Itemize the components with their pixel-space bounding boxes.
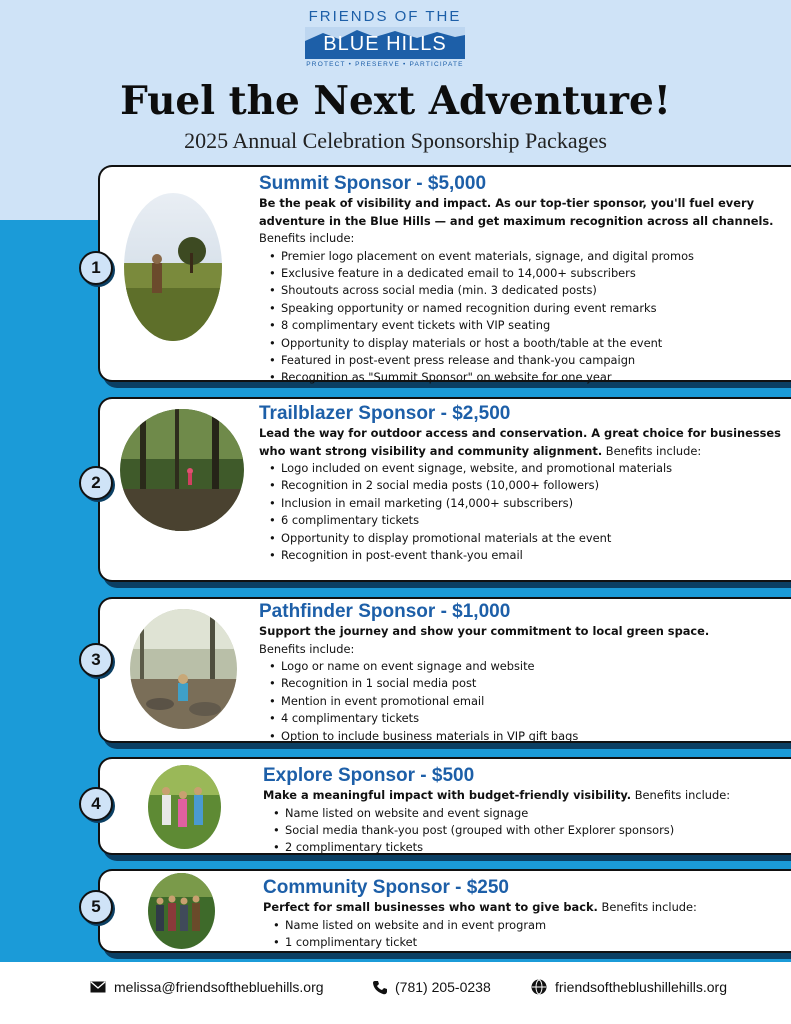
- benefit-item: • 4 complimentary tickets: [259, 710, 785, 727]
- benefit-item: • Opportunity to display promotional materials at the event: [259, 530, 785, 547]
- tier-card-community: [98, 869, 791, 953]
- tier-title: Summit Sponsor - $5,000: [259, 173, 487, 194]
- email-link[interactable]: melissa@friendsofthebluehills.org: [114, 979, 324, 995]
- tier-intro-bold: Make a meaningful impact with budget-friendly visibility.: [263, 788, 632, 802]
- tier-intro: [263, 899, 785, 917]
- tier-intro-rest: Benefits include:: [597, 900, 697, 914]
- website-link[interactable]: friendsoftheblushillehills.org: [555, 979, 727, 995]
- benefit-item: • Recognition in 1 social media post: [259, 675, 785, 692]
- page-title: Fuel the Next Adventure!: [120, 78, 671, 124]
- benefit-item: • Option to include business materials in VIP gift bags: [259, 728, 785, 745]
- tier-intro-rest: Benefits include:: [259, 231, 355, 245]
- logo-name-box: [305, 27, 465, 59]
- footer-website[interactable]: [531, 979, 727, 995]
- benefit-item: • Opportunity to display materials or host a booth/table at the event: [259, 335, 785, 352]
- page-subtitle: 2025 Annual Celebration Sponsorship Packages: [184, 128, 607, 153]
- tier-intro-bold: Perfect for small businesses who want to give back.: [263, 900, 598, 914]
- envelope-icon: [90, 981, 106, 993]
- tier-number-badge: 1: [79, 251, 113, 285]
- tier-intro: [259, 195, 785, 248]
- footer-email[interactable]: [90, 979, 324, 995]
- benefit-item: • Featured in post-event press release and thank-you campaign: [259, 352, 785, 369]
- tier-intro-rest: Benefits include:: [631, 788, 731, 802]
- benefit-item: • 8 complimentary event tickets with VIP seating: [259, 317, 785, 334]
- phone-number[interactable]: (781) 205-0238: [395, 979, 491, 995]
- tier-intro: [263, 787, 785, 805]
- logo-name-text: BLUE HILLS: [323, 33, 447, 55]
- tier-title: Pathfinder Sponsor - $1,000: [259, 601, 511, 622]
- tier-intro-bold: Lead the way for outdoor access and conservation. A great choice for businesses who want strong visibility and community alignment.: [259, 426, 781, 458]
- tier-intro-rest: Benefits include:: [602, 443, 702, 458]
- benefit-item: • Inclusion in email marketing (14,000+ subscribers): [259, 495, 785, 512]
- benefit-item: • Name listed on website and in event program: [263, 917, 785, 934]
- phone-icon: [372, 980, 387, 995]
- benefits-list: [263, 917, 785, 952]
- hiker-meadow-photo: [124, 193, 222, 341]
- benefit-item: • Mention in event promotional email: [259, 693, 785, 710]
- tier-number-badge: 4: [79, 787, 113, 821]
- benefit-item: • 2 complimentary tickets: [263, 839, 785, 856]
- community-group-photo: [148, 873, 215, 949]
- logo-tagline: PROTECT • PRESERVE • PARTICIPATE: [306, 61, 464, 68]
- benefit-item: • Recognition in post-event thank-you email: [259, 547, 785, 564]
- tier-number-badge: 3: [79, 643, 113, 677]
- tier-card-pathfinder: [98, 597, 791, 743]
- benefit-item: • Logo or name on event signage and website: [259, 658, 785, 675]
- globe-icon: [531, 979, 547, 995]
- benefits-list: [259, 460, 785, 564]
- benefit-item: • Name listed on website and event signage: [263, 805, 785, 822]
- tier-intro: [259, 623, 785, 658]
- tier-title: Community Sponsor - $250: [263, 877, 509, 898]
- tier-intro-rest: Benefits include:: [259, 641, 355, 656]
- tier-title: Trailblazer Sponsor - $2,500: [259, 403, 511, 424]
- benefit-item: • Recognition as "Summit Sponsor" on website for one year: [259, 369, 785, 386]
- logo-top-text: FRIENDS OF THE: [308, 8, 462, 25]
- benefit-item: • Recognition in 2 social media posts (10,000+ followers): [259, 477, 785, 494]
- benefit-item: • Speaking opportunity or named recognition during event remarks: [259, 300, 785, 317]
- tier-intro-bold: Support the journey and show your commitment to local green space.: [259, 624, 710, 638]
- benefit-item: • Social media thank-you post (grouped with other Explorer sponsors): [263, 822, 785, 839]
- rocky-path-photo: [130, 609, 237, 729]
- benefit-item: • Premier logo placement on event materials, signage, and digital promos: [259, 248, 785, 265]
- benefits-list: [259, 248, 785, 387]
- tier-card-explore: [98, 757, 791, 855]
- friends-of-blue-hills-logo[interactable]: [303, 8, 467, 78]
- tier-title: Explore Sponsor - $500: [263, 765, 475, 786]
- tier-intro-bold: Be the peak of visibility and impact. As our top-tier sponsor, you'll fuel every adventure in the Blue Hills — and get maximum recognition across all channels.: [259, 196, 774, 228]
- tier-number-badge: 2: [79, 466, 113, 500]
- benefits-list: [259, 658, 785, 745]
- benefit-item: • Shoutouts across social media (min. 3 dedicated posts): [259, 282, 785, 299]
- footer-phone[interactable]: [372, 979, 491, 995]
- benefit-item: • 6 complimentary tickets: [259, 512, 785, 529]
- forest-trail-photo: [120, 409, 244, 531]
- group-hikers-photo: [148, 765, 221, 849]
- tier-card-summit: [98, 165, 791, 385]
- benefit-item: • 1 complimentary ticket: [263, 934, 785, 951]
- benefit-item: • Logo included on event signage, website, and promotional materials: [259, 460, 785, 477]
- benefit-item: • Exclusive feature in a dedicated email to 14,000+ subscribers: [259, 265, 785, 282]
- tier-card-trailblazer: [98, 397, 791, 582]
- tier-intro: [259, 425, 785, 460]
- benefits-list: [263, 805, 785, 857]
- tier-number-badge: 5: [79, 890, 113, 924]
